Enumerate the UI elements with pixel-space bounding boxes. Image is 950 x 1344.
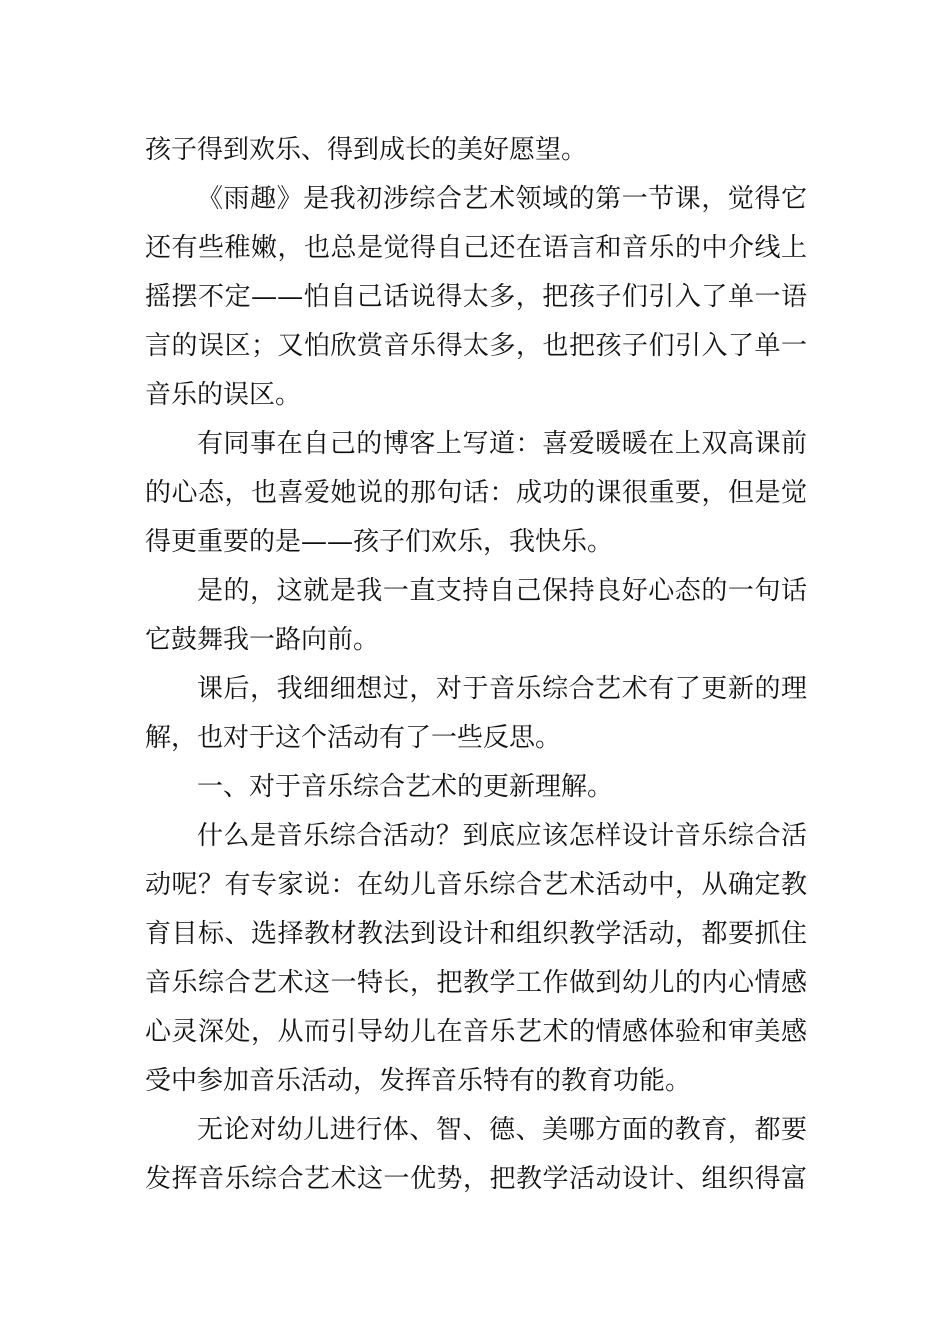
text-line: 有同事在自己的博客上写道：喜爱暖暖在上双高课前 [197, 429, 807, 459]
text-line: 还有些稚嫩，也总是觉得自己还在语言和音乐的中介线上 [145, 233, 807, 263]
text-line: 它鼓舞我一路向前。 [145, 625, 380, 655]
text-line: 发挥音乐综合艺术这一优势，把教学活动设计、组织得富 [145, 1164, 807, 1194]
text-line: 音乐综合艺术这一特长，把教学工作做到幼儿的内心情感 [145, 968, 807, 998]
text-line: 课后，我细细想过，对于音乐综合艺术有了更新的理 [197, 674, 807, 704]
text-line: 的心态，也喜爱她说的那句话：成功的课很重要，但是觉 [145, 478, 807, 508]
text-line: 是的，这就是我一直支持自己保持良好心态的一句话 [197, 576, 807, 606]
text-line: 动呢？有专家说：在幼儿音乐综合艺术活动中，从确定教 [145, 870, 807, 900]
text-line: 心灵深处，从而引导幼儿在音乐艺术的情感体验和审美感 [145, 1017, 807, 1047]
text-line: 育目标、选择教材教法到设计和组织教学活动，都要抓住 [145, 919, 807, 949]
text-line: 一、对于音乐综合艺术的更新理解。 [197, 772, 614, 802]
text-line: 言的误区；又怕欣赏音乐得太多，也把孩子们引入了单一 [145, 331, 807, 361]
text-line: 什么是音乐综合活动？到底应该怎样设计音乐综合活 [197, 821, 807, 851]
text-line: 音乐的误区。 [145, 380, 302, 410]
body-text [145, 126, 807, 1204]
text-line: 得更重要的是——孩子们欢乐，我快乐。 [145, 527, 614, 557]
text-line: 解，也对于这个活动有了一些反思。 [145, 723, 562, 753]
text-line: 无论对幼儿进行体、智、德、美哪方面的教育，都要 [197, 1115, 807, 1145]
text-line: 摇摆不定——怕自己话说得太多，把孩子们引入了单一语 [145, 282, 807, 312]
text-line: 《雨趣》是我初涉综合艺术领域的第一节课，觉得它 [197, 184, 807, 214]
text-line: 受中参加音乐活动，发挥音乐特有的教育功能。 [145, 1066, 692, 1096]
text-line: 孩子得到欢乐、得到成长的美好愿望。 [145, 135, 588, 165]
